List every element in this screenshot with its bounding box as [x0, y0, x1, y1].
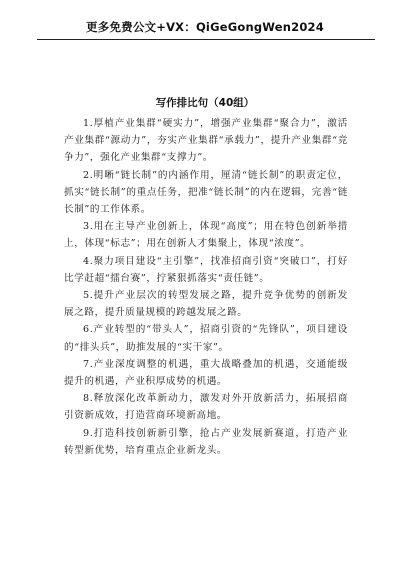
header-divider: [37, 39, 375, 40]
list-item: 5.提升产业层次的转型发展之路，提升竞争优势的创新发展之路，提升质量规模的跨越发展之路。: [64, 290, 348, 319]
list-item: 4.聚力项目建设“主引擎”，找准招商引资“突破口”，打好比学赶超“擂台赛”，拧紧狠抓落实“责任链”。: [64, 255, 348, 284]
list-item: 9.打造科技创新新引擎，抢占产业发展新赛道，打造产业转型新优势，培育重点企业新龙头。: [64, 427, 348, 456]
page-header: 更多免费公文+VX：QiGeGongWen2024: [86, 20, 324, 34]
list-item: 6.产业转型的“带头人”，招商引资的“先锋队”，项目建设的“排头兵”，助推发展的“实干家”。: [64, 324, 348, 353]
list-item: 1.厚植产业集群“硬实力”，增强产业集群“聚合力”，激活产业集群“源动力”，夯实产业集群“承载力”，提升产业集群“竞争力”，强化产业集群“支撑力”。: [64, 118, 348, 164]
list-item: 2.明晰“链长制”的内涵作用，厘清“链长制”的职责定位，抓实“链长制”的重点任务，把准“链长制”的内在逻辑，完善“链长制”的工作体系。: [64, 169, 348, 216]
sentence-list: [64, 115, 348, 459]
document-title: 写作排比句（40组）: [155, 97, 255, 109]
list-item: 8.释放深化改革新动力，激发对外开放新活力，拓展招商引资新成效，打造营商环境新高地。: [64, 393, 348, 422]
list-item: 3.用在主导产业创新上，体现“高度”；用在特色创新举措上，体现“标志”；用在创新人才集聚上，体现“浓度”。: [64, 221, 348, 250]
list-item: 7.产业深度调整的机遇，重大战略叠加的机遇，交通能级提升的机遇，产业积厚成势的机遇。: [64, 358, 348, 388]
